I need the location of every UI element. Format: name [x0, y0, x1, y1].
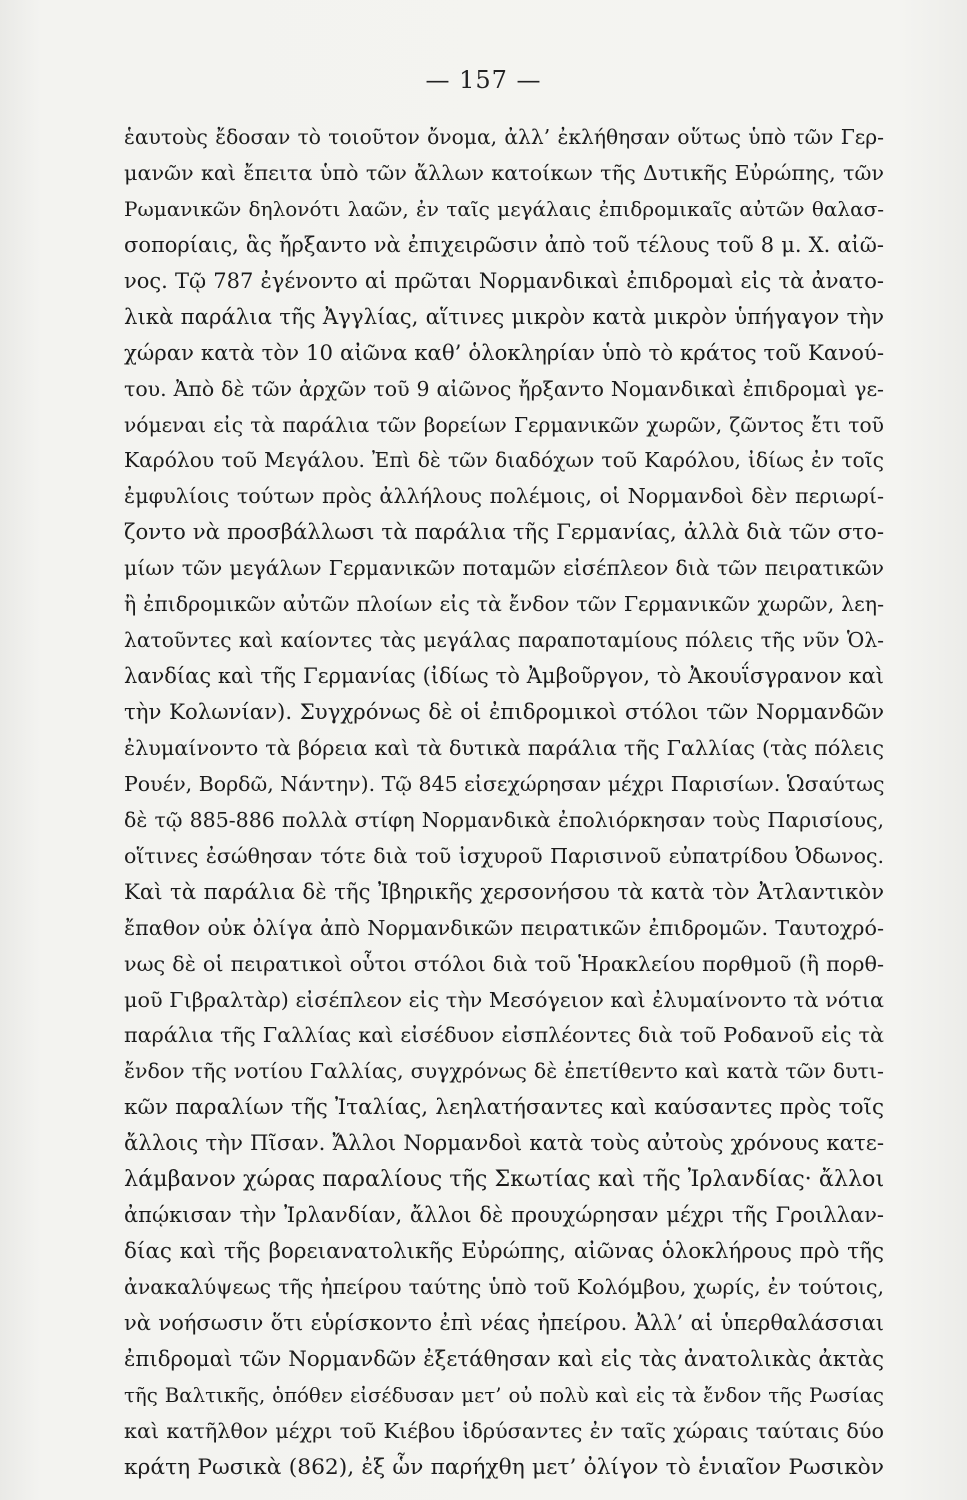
text-line: κῶν παραλίων τῆς Ἰταλίας, λεηλατήσαντες καὶ καύσαντες πρὸς τοῖς [124, 1095, 884, 1121]
text-line: λανδίας καὶ τῆς Γερμανίας (ἰδίως τὸ Ἀμβοῦργον, τὸ Ἀκουΐσγρανον καὶ [124, 664, 884, 689]
text-line: ἄλλοις τὴν Πῖσαν. Ἄλλοι Νορμανδοὶ κατὰ τοὺς αὐτοὺς χρόνους κατε- [124, 1131, 884, 1157]
text-line: σοπορίαις, ἃς ἤρξαντο νὰ ἐπιχειρῶσιν ἀπὸ τοῦ τέλους τοῦ 8 μ. Χ. αἰῶ- [124, 232, 884, 257]
text-line: μοῦ Γιβραλτὰρ) εἰσέπλεον εἰς τὴν Μεσόγειον καὶ ἐλυμαίνοντο τὰ νότια [124, 987, 884, 1012]
text-line: μίων τῶν μεγάλων Γερμανικῶν ποταμῶν εἰσέπλεον διὰ τῶν πειρατικῶν [124, 556, 884, 581]
text-line: νόμεναι εἰς τὰ παράλια τῶν βορείων Γερμανικῶν χωρῶν, ζῶντος ἔτι τοῦ [124, 412, 884, 437]
text-line: Καὶ τὰ παράλια δὲ τῆς Ἰβηρικῆς χερσονήσου τὰ κατὰ τὸν Ἀτλαντικὸν [124, 879, 884, 905]
text-line: κράτη Ρωσικὰ (862), ἐξ ὧν παρήχθη μετ’ ὀλίγον τὸ ἑνιαῖον Ρωσικὸν [124, 1454, 884, 1480]
text-line: οἵτινες ἐσώθησαν τότε διὰ τοῦ ἰσχυροῦ Παρισινοῦ εὐπατρίδου Ὀδωνος. [124, 843, 884, 868]
text-line: ἢ ἐπιδρομικῶν αὐτῶν πλοίων εἰς τὰ ἔνδον τῶν Γερμανικῶν χωρῶν, λεη- [124, 592, 884, 617]
text-line: Ρουέν, Βορδῶ, Νάντην). Τῷ 845 εἰσεχώρησαν μέχρι Παρισίων. Ὡσαύτως [124, 771, 885, 796]
text-line: δίας καὶ τῆς βορειανατολικῆς Εὐρώπης, αἰῶνας ὁλοκλήρους πρὸ τῆς [124, 1239, 884, 1265]
text-line: Ρωμανικῶν δηλονότι λαῶν, ἐν ταῖς μεγάλαις ἐπιδρομικαῖς αὐτῶν θαλασ- [124, 196, 884, 221]
page-number: — 157 — [425, 66, 542, 94]
text-line: δὲ τῷ 885-886 πολλὰ στίφη Νορμανδικὰ ἐπολιόρκησαν τοὺς Παρισίους, [124, 807, 884, 832]
text-line: ἐλυμαίνοντο τὰ βόρεια καὶ τὰ δυτικὰ παράλια τῆς Γαλλίας (τὰς πόλεις [124, 735, 884, 760]
text-line: νὰ νοήσωσιν ὅτι εὑρίσκοντο ἐπὶ νέας ἠπείρου. Ἀλλ’ αἱ ὑπερθαλάσσιαι [124, 1310, 884, 1335]
text-line: ἐμφυλίοις τούτων πρὸς ἀλλήλους πολέμοις, οἱ Νορμανδοὶ δὲν περιωρί- [124, 484, 884, 509]
text-line: ἀπῴκισαν τὴν Ἰρλανδίαν, ἄλλοι δὲ προυχώρησαν μέχρι τῆς Γροιλλαν- [124, 1203, 884, 1228]
text-line: ἐπιδρομαὶ τῶν Νορμανδῶν ἐξετάθησαν καὶ εἰς τὰς ἀνατολικὰς ἀκτὰς [124, 1346, 884, 1372]
text-line: χώραν κατὰ τὸν 10 αἰῶνα καθ’ ὁλοκληρίαν ὑπὸ τὸ κράτος τοῦ Κανού- [124, 340, 884, 366]
text-line: τῆς Βαλτικῆς, ὁπόθεν εἰσέδυσαν μετ’ οὐ πολὺ καὶ εἰς τὰ ἔνδον τῆς Ρωσίας [124, 1383, 884, 1407]
text-line: λάμβανον χώρας παραλίους τῆς Σκωτίας καὶ τῆς Ἰρλανδίας· ἄλλοι [124, 1166, 885, 1193]
text-line: Καρόλου τοῦ Μεγάλου. Ἐπὶ δὲ τῶν διαδόχων τοῦ Καρόλου, ἰδίως ἐν τοῖς [124, 448, 884, 473]
text-line: ἔνδον τῆς νοτίου Γαλλίας, συγχρόνως δὲ ἐπετίθεντο καὶ κατὰ τῶν δυτι- [124, 1059, 884, 1084]
text-line: ἔπαθον οὐκ ὀλίγα ἀπὸ Νορμανδικῶν πειρατικῶν ἐπιδρομῶν. Ταυτοχρό- [124, 915, 884, 940]
text-line: παράλια τῆς Γαλλίας καὶ εἰσέδυον εἰσπλέοντες διὰ τοῦ Ροδανοῦ εἰς τὰ [124, 1023, 884, 1048]
text-line: νος. Τῷ 787 ἐγένοντο αἱ πρῶται Νορμανδικαὶ ἐπιδρομαὶ εἰς τὰ ἀνατο- [124, 268, 884, 293]
text-line: λικὰ παράλια τῆς Ἀγγλίας, αἵτινες μικρὸν κατὰ μικρὸν ὑπήγαγον τὴν [124, 304, 884, 330]
text-line: λατοῦντες καὶ καίοντες τὰς μεγάλας παραποταμίους πόλεις τῆς νῦν Ὁλ- [124, 628, 884, 653]
body-text [124, 120, 884, 1486]
text-line: νως δὲ οἱ πειρατικοὶ οὗτοι στόλοι διὰ τοῦ Ἡρακλείου πορθμοῦ (ἢ πορθ- [124, 951, 884, 976]
text-line: ἑαυτοὺς ἔδοσαν τὸ τοιοῦτον ὄνομα, ἀλλ’ ἐκλήθησαν οὕτως ὑπὸ τῶν Γερ- [124, 125, 884, 149]
text-line: μανῶν καὶ ἔπειτα ὑπὸ τῶν ἄλλων κατοίκων τῆς Δυτικῆς Εὐρώπης, τῶν [124, 160, 884, 185]
text-line: ζοντο νὰ προσβάλλωσι τὰ παράλια τῆς Γερμανίας, ἀλλὰ διὰ τῶν στο- [124, 520, 884, 546]
text-line: του. Ἀπὸ δὲ τῶν ἀρχῶν τοῦ 9 αἰῶνος ἤρξαντο Νομανδικαὶ ἐπιδρομαὶ γε- [124, 376, 884, 401]
text-line: καὶ κατῆλθον μέχρι τοῦ Κιέβου ἱδρύσαντες ἐν ταῖς χώραις ταύταις δύο [124, 1418, 884, 1443]
text-line: τὴν Κολωνίαν). Συγχρόνως δὲ οἱ ἐπιδρομικοὶ στόλοι τῶν Νορμανδῶν [124, 700, 884, 725]
text-line: ἀνακαλύψεως τῆς ἠπείρου ταύτης ὑπὸ τοῦ Κολόμβου, χωρίς, ἐν τούτοις, [124, 1275, 884, 1299]
